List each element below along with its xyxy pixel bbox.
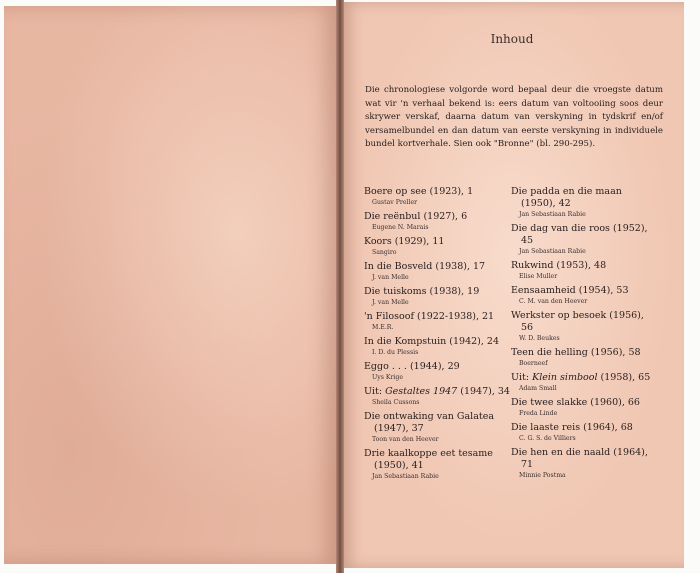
- entry-title-italic: Klein simbool: [532, 372, 598, 383]
- entry-author: Gustav Preller: [372, 199, 418, 206]
- entry-title: 'n Filosoof (1922-1938), 21: [364, 311, 495, 322]
- entry-author: Toon van den Heever: [372, 436, 439, 443]
- contents-entry: [511, 186, 659, 219]
- entry-title: [511, 372, 659, 384]
- entry-title-prefix: Uit:: [511, 372, 533, 383]
- contents-entry: [511, 397, 659, 418]
- contents-entry: [364, 386, 512, 407]
- contents-entry: [364, 448, 512, 481]
- entry-title: Koors (1929), 11: [364, 236, 445, 247]
- contents-entry: [364, 211, 512, 232]
- entry-author: Elise Muller: [519, 273, 558, 280]
- entry-author: J. van Melle: [372, 299, 409, 306]
- entry-title: Werkster op besoek (1956), 56: [511, 310, 644, 333]
- entry-title: Die dag van die roos (1952), 45: [511, 223, 648, 246]
- entry-title: Eensaamheid (1954), 53: [511, 285, 629, 296]
- contents-entry: [364, 186, 512, 207]
- contents-entry: [364, 361, 512, 382]
- left-page: [4, 6, 338, 564]
- entry-title: Die twee slakke (1960), 66: [511, 397, 640, 408]
- book-gutter: [336, 0, 344, 573]
- entry-title-suffix: (1947), 34: [457, 386, 510, 397]
- entry-title: In die Kompstuin (1942), 24: [364, 336, 500, 347]
- entry-title: [364, 386, 512, 398]
- entry-title: Die hen en die naald (1964), 71: [511, 447, 648, 470]
- page-title: Inhoud: [490, 32, 534, 46]
- entry-title-italic: Gestaltes 1947: [385, 386, 458, 397]
- entry-title: Die tuiskoms (1938), 19: [364, 286, 480, 297]
- entry-author: Jan Sebastiaan Rabie: [519, 211, 586, 218]
- entry-title: Die ontwaking van Galatea (1947), 37: [364, 411, 494, 434]
- contents-entry: [511, 260, 659, 281]
- entry-title: Eggo . . . (1944), 29: [364, 361, 460, 372]
- entry-title: Teen die helling (1956), 58: [511, 347, 641, 358]
- entry-author: J. van Melle: [372, 274, 409, 281]
- contents-entry: [511, 223, 659, 256]
- entry-title: Die reënbul (1927), 6: [364, 211, 468, 222]
- entry-title-prefix: Uit:: [364, 386, 386, 397]
- entry-author: Uys Krige: [372, 374, 404, 381]
- contents-entry: [364, 411, 512, 444]
- entry-title: Die padda en die maan (1950), 42: [511, 186, 622, 209]
- entry-author: M.E.R.: [372, 324, 394, 331]
- contents-entry: [511, 447, 659, 480]
- entry-title: In die Bosveld (1938), 17: [364, 261, 486, 272]
- entry-author: Boerneef: [519, 360, 548, 367]
- entry-title: Rukwind (1953), 48: [511, 260, 607, 271]
- contents-entry: [511, 285, 659, 306]
- entry-author: C. G. S. de Villiers: [519, 435, 576, 442]
- entry-title-suffix: (1958), 65: [597, 372, 651, 383]
- contents-entry: [511, 310, 659, 343]
- entry-author: Freda Linde: [519, 410, 558, 417]
- contents-entry: [364, 236, 512, 257]
- entry-author: Minnie Postma: [519, 472, 566, 479]
- entry-author: Sangiro: [372, 249, 397, 256]
- contents-entry: [511, 347, 659, 368]
- contents-column-right: [511, 186, 659, 484]
- intro-paragraph: Die chronologiese volgorde word bepaal deur die vroegste datum wat vir 'n verhaal bekend is: eers datum van voltooiing soos deur skrywer verskaf, daarna datum van verskyning in tydskrif en/of versamelbundel en dan datum van eerste verskyning in individuele bundel kortverhale. Sien ook "Bronne" (bl. 290-295).: [365, 85, 663, 149]
- contents-entry: [364, 286, 512, 307]
- contents-entry: [364, 311, 512, 332]
- entry-author: C. M. van den Heever: [519, 298, 588, 305]
- contents-entry: [364, 261, 512, 282]
- entry-author: Sheila Cussons: [372, 399, 420, 406]
- entry-author: Jan Sebastiaan Rabie: [519, 248, 586, 255]
- entry-title: Die laaste reis (1964), 68: [511, 422, 633, 433]
- entry-author: W. D. Beukes: [519, 335, 560, 342]
- contents-entry: [511, 372, 659, 393]
- contents-entry: [511, 422, 659, 443]
- entry-author: Jan Sebastiaan Rabie: [372, 473, 439, 480]
- contents-column-left: [364, 186, 512, 485]
- entry-author: Eugene N. Marais: [372, 224, 429, 231]
- contents-entry: [364, 336, 512, 357]
- entry-title: Boere op see (1923), 1: [364, 186, 474, 197]
- entry-title: Drie kaalkoppe eet tesame (1950), 41: [364, 448, 493, 471]
- entry-author: I. D. du Plessis: [372, 349, 419, 356]
- entry-author: Adam Small: [519, 385, 557, 392]
